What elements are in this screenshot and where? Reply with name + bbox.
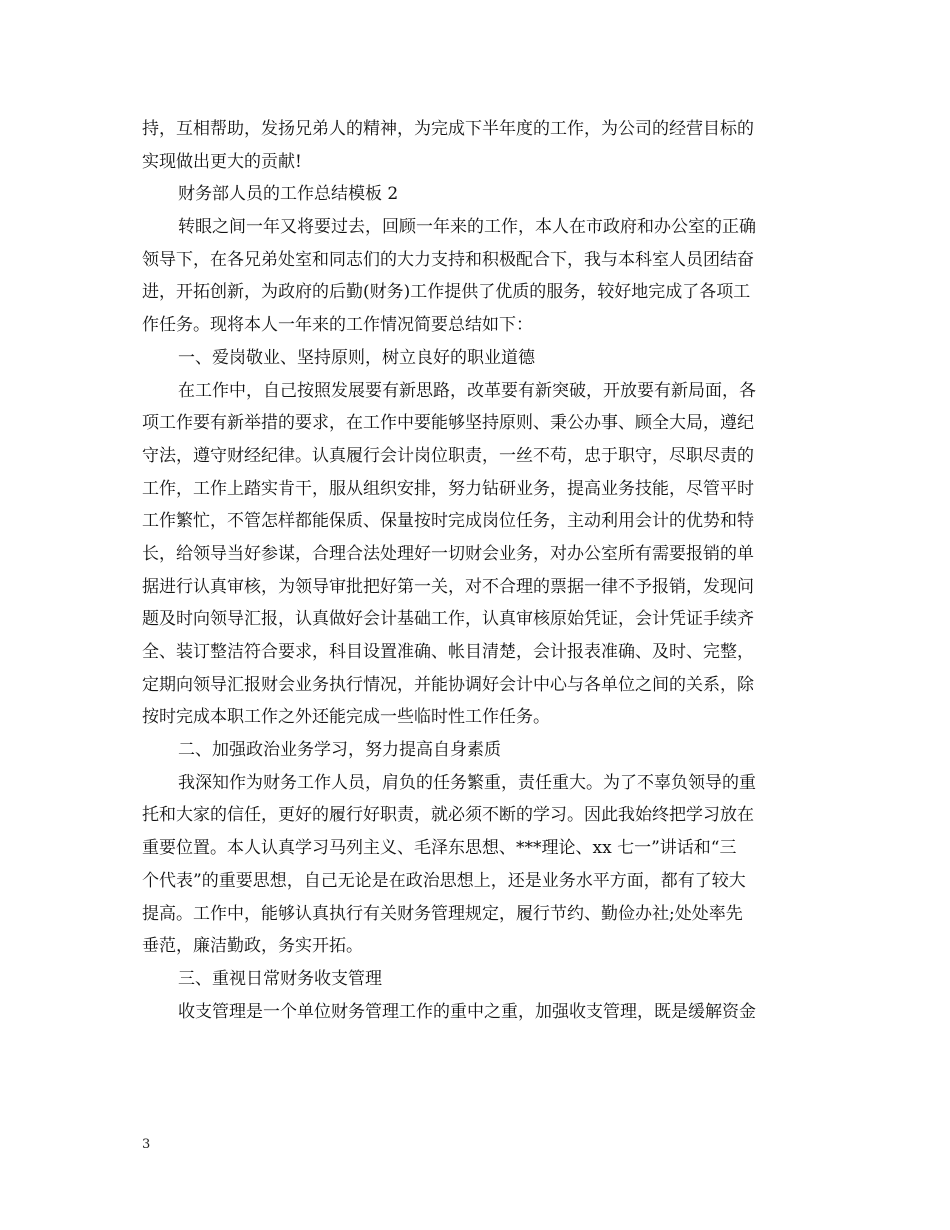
page-number: 3 [142,1137,151,1152]
text-line: 收支管理是一个单位财务管理工作的重中之重，加强收支管理，既是缓解资金 [178,1001,756,1022]
text-line: 按时完成本职工作之外还能完成一些临时性工作任务。 [142,707,550,728]
text-line: 题及时向领导汇报，认真做好会计基础工作，认真审核原始凭证，会计凭证手续齐 [142,609,754,630]
text-line: 守法，遵守财经纪律。认真履行会计岗位职责，一丝不苟，忠于职守，尽职尽责的 [142,445,754,466]
text-line: 据进行认真审核，为领导审批把好第一关，对不合理的票据一律不予报销，发现问 [142,576,754,597]
text-line: 定期向领导汇报财会业务执行情况，并能协调好会计中心与各单位之间的关系，除 [142,674,754,695]
text-line: 转眼之间一年又将要过去，回顾一年来的工作，本人在市政府和办公室的正确 [178,217,756,238]
text-line: 长，给领导当好参谋，合理合法处理好一切财会业务，对办公室所有需要报销的单 [142,543,754,564]
text-line: 三、重视日常财务收支管理 [178,968,382,989]
body-text [142,113,810,1028]
text-line: 作任务。现将本人一年来的工作情况简要总结如下： [142,315,533,336]
text-line: 项工作要有新举措的要求，在工作中要能够坚持原则、秉公办事、顾全大局，遵纪 [142,413,754,434]
text-line: 提高。工作中，能够认真执行有关财务管理规定，履行节约、勤俭办社;处处率先 [142,903,743,924]
text-line: 垂范，廉洁勤政，务实开拓。 [142,936,363,957]
text-line: 二、加强政治业务学习，努力提高自身素质 [178,740,501,761]
text-line: 实现做出更大的贡献! [142,151,302,172]
text-line: 领导下，在各兄弟处室和同志们的大力支持和积极配合下，我与本科室人员团结奋 [142,249,754,270]
text-line: 在工作中，自己按照发展要有新思路，改革要有新突破，开放要有新局面，各 [178,380,756,401]
text-line: 财务部人员的工作总结模板 2 [178,184,399,205]
text-line: 全、装订整洁符合要求，科目设置准确、帐目清楚，会计报表准确、及时、完整， [142,642,754,662]
text-line: 持，互相帮助，发扬兄弟人的精神，为完成下半年度的工作，为公司的经营目标的 [142,119,754,139]
text-line: 个代表”的重要思想，自己无论是在政治思想上，还是业务水平方面，都有了较大 [142,870,746,891]
text-line: 重要位置。本人认真学习马列主义、毛泽东思想、***理论、xx 七一”讲话和“三 [142,838,737,859]
text-line: 工作繁忙，不管怎样都能保质、保量按时完成岗位任务，主动利用会计的优势和特 [142,511,754,532]
text-line: 我深知作为财务工作人员，肩负的任务繁重，责任重大。为了不辜负领导的重 [178,772,756,793]
text-line: 工作，工作上踏实肯干，服从组织安排，努力钻研业务，提高业务技能，尽管平时 [142,478,754,499]
text-line: 一、爱岗敬业、坚持原则，树立良好的职业道德 [178,347,535,368]
text-line: 托和大家的信任，更好的履行好职责，就必须不断的学习。因此我始终把学习放在 [142,805,754,826]
text-line: 进，开拓创新，为政府的后勤(财务)工作提供了优质的服务，较好地完成了各项工 [142,282,751,303]
